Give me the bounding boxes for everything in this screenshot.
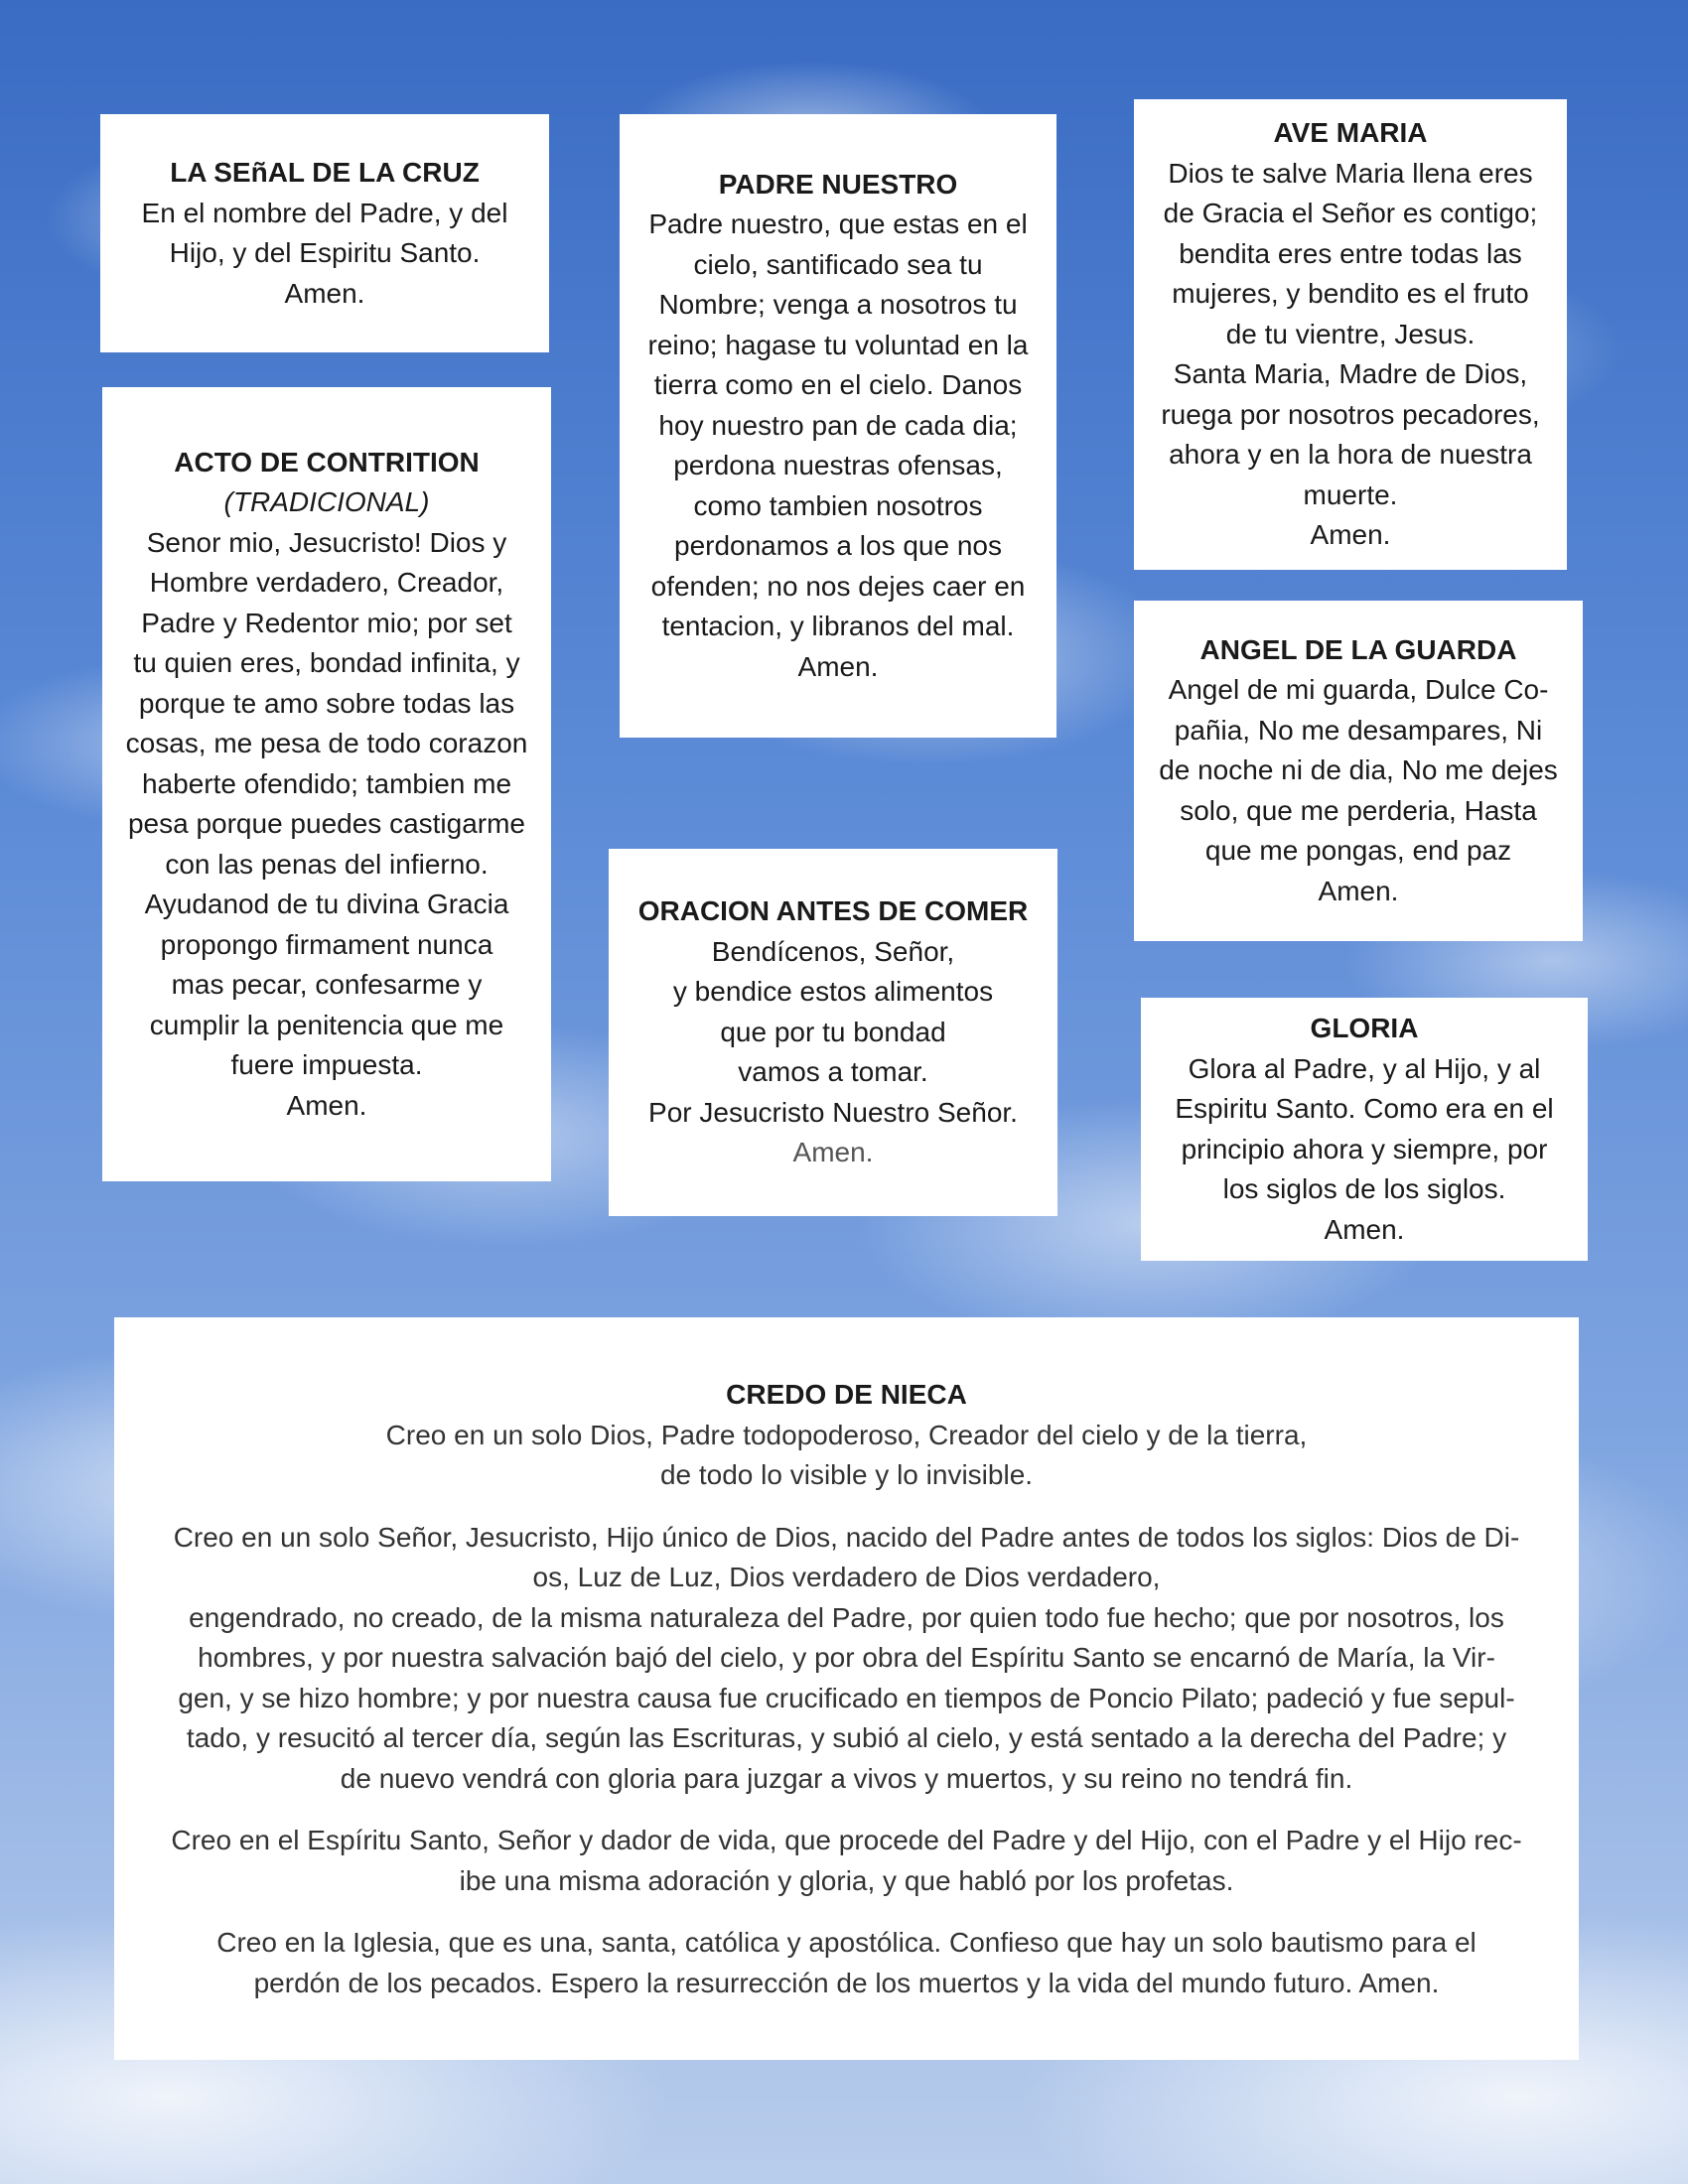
- prayer-line: de Gracia el Señor es contigo;: [1163, 198, 1538, 229]
- card-title: CREDO DE NIECA: [726, 1379, 967, 1410]
- card-gloria: [1141, 998, 1588, 1261]
- prayer-line: tentacion, y libranos del mal.: [661, 611, 1015, 642]
- prayer-line: Hijo, y del Espiritu Santo.: [169, 237, 481, 268]
- prayer-line: Hombre verdadero, Creador,: [149, 567, 504, 599]
- prayer-line: como tambien nosotros: [693, 489, 983, 521]
- prayer-line: mas pecar, confesarme y: [171, 969, 483, 1001]
- prayer-line: solo, que me perderia, Hasta: [1180, 794, 1537, 826]
- prayer-line: Santa Maria, Madre de Dios,: [1173, 358, 1528, 390]
- card-oracion-antes-de-comer: [609, 849, 1057, 1216]
- credo-paragraph: [122, 1518, 1571, 1800]
- prayer-line: Glora al Padre, y al Hijo, y al: [1188, 1052, 1541, 1084]
- prayer-line: perdona nuestras ofensas,: [673, 450, 1003, 481]
- prayer-line: ofenden; no nos dejes caer en: [650, 570, 1026, 602]
- card-title: ANGEL DE LA GUARDA: [1199, 633, 1517, 665]
- prayer-line: Amen.: [1310, 519, 1391, 551]
- credo-line: Creo en un solo Dios, Padre todopoderoso, Creador del cielo y de la tierra,: [385, 1419, 1308, 1450]
- prayer-line: haberte ofendido; tambien me: [141, 767, 512, 799]
- prayer-line: cielo, santificado sea tu: [693, 248, 983, 280]
- prayer-line: que me pongas, end paz: [1204, 835, 1512, 867]
- card-title: GLORIA: [1310, 1013, 1419, 1043]
- prayer-line: cumplir la penitencia que me: [149, 1009, 504, 1040]
- credo-line: os, Luz de Luz, Dios verdadero de Dios verdadero,: [532, 1562, 1161, 1592]
- prayer-line: Amen.: [286, 1089, 367, 1121]
- card-title: LA SEñAL DE LA CRUZ: [170, 157, 480, 188]
- prayer-line: Dios te salve Maria llena eres: [1168, 157, 1533, 189]
- credo-line: perdón de los pecados. Espero la resurrección de los muertos y la vida del mundo futuro. Amen.: [253, 1967, 1440, 1998]
- prayer-line: perdonamos a los que nos: [674, 530, 1002, 562]
- card-ave-maria: [1134, 99, 1567, 570]
- credo-line: Creo en el Espíritu Santo, Señor y dador de vida, que procede del Padre y del Hijo, con el Padre y el Hijo rec-: [171, 1825, 1522, 1855]
- credo-line: tado, y resucitó al tercer día, según las Escrituras, y subió al cielo, y está sentado a la derecha del Padre; y: [186, 1722, 1507, 1753]
- card-title: AVE MARIA: [1273, 117, 1428, 149]
- prayer-line: fuere impuesta.: [230, 1049, 423, 1081]
- prayer-line: porque te amo sobre todas las: [138, 687, 515, 719]
- credo-paragraph: [122, 1923, 1571, 2003]
- credo-line: hombres, y por nuestra salvación bajó del cielo, y por obra del Espíritu Santo se encarnó de María, la Vir-: [198, 1642, 1495, 1673]
- prayer-line: Por Jesucristo Nuestro Señor.: [648, 1096, 1018, 1128]
- credo-line: gen, y se hizo hombre; y por nuestra causa fue crucificado en tiempos de Poncio Pilato; padeció y fue sepul-: [178, 1682, 1515, 1713]
- credo-line: Creo en la Iglesia, que es una, santa, católica y apostólica. Confieso que hay un solo bautismo para el: [216, 1927, 1477, 1958]
- prayer-line: pesa porque puedes castigarme: [127, 808, 526, 840]
- prayer-line: de tu vientre, Jesus.: [1225, 318, 1476, 349]
- prayer-line: Amen.: [284, 277, 365, 309]
- prayer-line: Padre nuestro, que estas en el: [648, 208, 1028, 240]
- prayer-line: Senor mio, Jesucristo! Dios y: [146, 526, 507, 558]
- prayer-line: que por tu bondad: [720, 1016, 946, 1047]
- prayer-line: hoy nuestro pan de cada dia;: [658, 409, 1018, 441]
- prayer-line: ahora y en la hora de nuestra: [1169, 439, 1532, 471]
- prayer-line: Amen.: [1324, 1213, 1405, 1245]
- card-acto-de-contrition: [102, 387, 551, 1181]
- prayer-amen: Amen.: [792, 1137, 874, 1168]
- prayer-line: mujeres, y bendito es el fruto: [1172, 278, 1529, 310]
- prayer-line: Amen.: [797, 650, 879, 682]
- card-senal-de-la-cruz: [100, 114, 549, 352]
- card-padre-nuestro: [620, 114, 1056, 738]
- credo-line: de todo lo visible y lo invisible.: [659, 1459, 1034, 1490]
- prayer-line: En el nombre del Padre, y del: [141, 197, 508, 228]
- prayer-line: Angel de mi guarda, Dulce Co-: [1168, 674, 1549, 706]
- card-credo-de-nieca: [114, 1317, 1579, 2060]
- prayer-line: reino; hagase tu voluntad en la: [647, 329, 1029, 360]
- card-angel-de-la-guarda: [1134, 601, 1583, 941]
- prayer-line: ruega por nosotros pecadores,: [1161, 398, 1540, 430]
- card-title: PADRE NUESTRO: [718, 168, 958, 200]
- credo-line: engendrado, no creado, de la misma naturaleza del Padre, por quien todo fue hecho; que por nosotros, los: [189, 1601, 1504, 1633]
- prayer-line: los siglos de los siglos.: [1222, 1173, 1506, 1204]
- credo-line: de nuevo vendrá con gloria para juzgar a vivos y muertos, y su reino no tendrá fin.: [340, 1762, 1353, 1794]
- prayer-line: Amen.: [1318, 875, 1399, 906]
- prayer-line: con las penas del infierno.: [165, 848, 489, 880]
- prayer-line: pañia, No me desampares, Ni: [1174, 714, 1543, 746]
- credo-paragraph: [122, 1821, 1571, 1901]
- card-subtitle: (TRADICIONAL): [223, 486, 430, 518]
- prayer-line: muerte.: [1303, 478, 1398, 510]
- prayer-line: principio ahora y siempre, por: [1181, 1133, 1548, 1164]
- card-title: ACTO DE CONTRITION: [174, 446, 480, 478]
- prayer-line: tierra como en el cielo. Danos: [653, 369, 1023, 401]
- credo-line: Creo en un solo Señor, Jesucristo, Hijo único de Dios, nacido del Padre antes de todos los siglos: Dios de Di-: [173, 1521, 1520, 1553]
- prayer-line: Bendícenos, Señor,: [711, 935, 955, 967]
- credo-line: ibe una misma adoración y gloria, y que habló por los profetas.: [459, 1864, 1234, 1896]
- prayer-line: y bendice estos alimentos: [672, 976, 994, 1008]
- prayer-line: de noche ni de dia, No me dejes: [1159, 754, 1558, 786]
- credo-paragraph: [122, 1416, 1571, 1496]
- prayer-line: Padre y Redentor mio; por set: [141, 607, 512, 638]
- prayer-line: bendita eres entre todas las: [1179, 237, 1522, 269]
- prayer-line: cosas, me pesa de todo corazon: [125, 728, 528, 759]
- prayer-line: Espiritu Santo. Como era en el: [1175, 1093, 1554, 1124]
- prayer-line: vamos a tomar.: [738, 1056, 928, 1088]
- card-title: ORACION ANTES DE COMER: [637, 895, 1029, 927]
- prayer-line: Ayudanod de tu divina Gracia: [144, 888, 509, 920]
- prayer-line: tu quien eres, bondad infinita, y: [133, 647, 520, 679]
- prayer-line: propongo firmament nunca: [160, 928, 493, 960]
- prayer-line: Nombre; venga a nosotros tu: [658, 289, 1018, 321]
